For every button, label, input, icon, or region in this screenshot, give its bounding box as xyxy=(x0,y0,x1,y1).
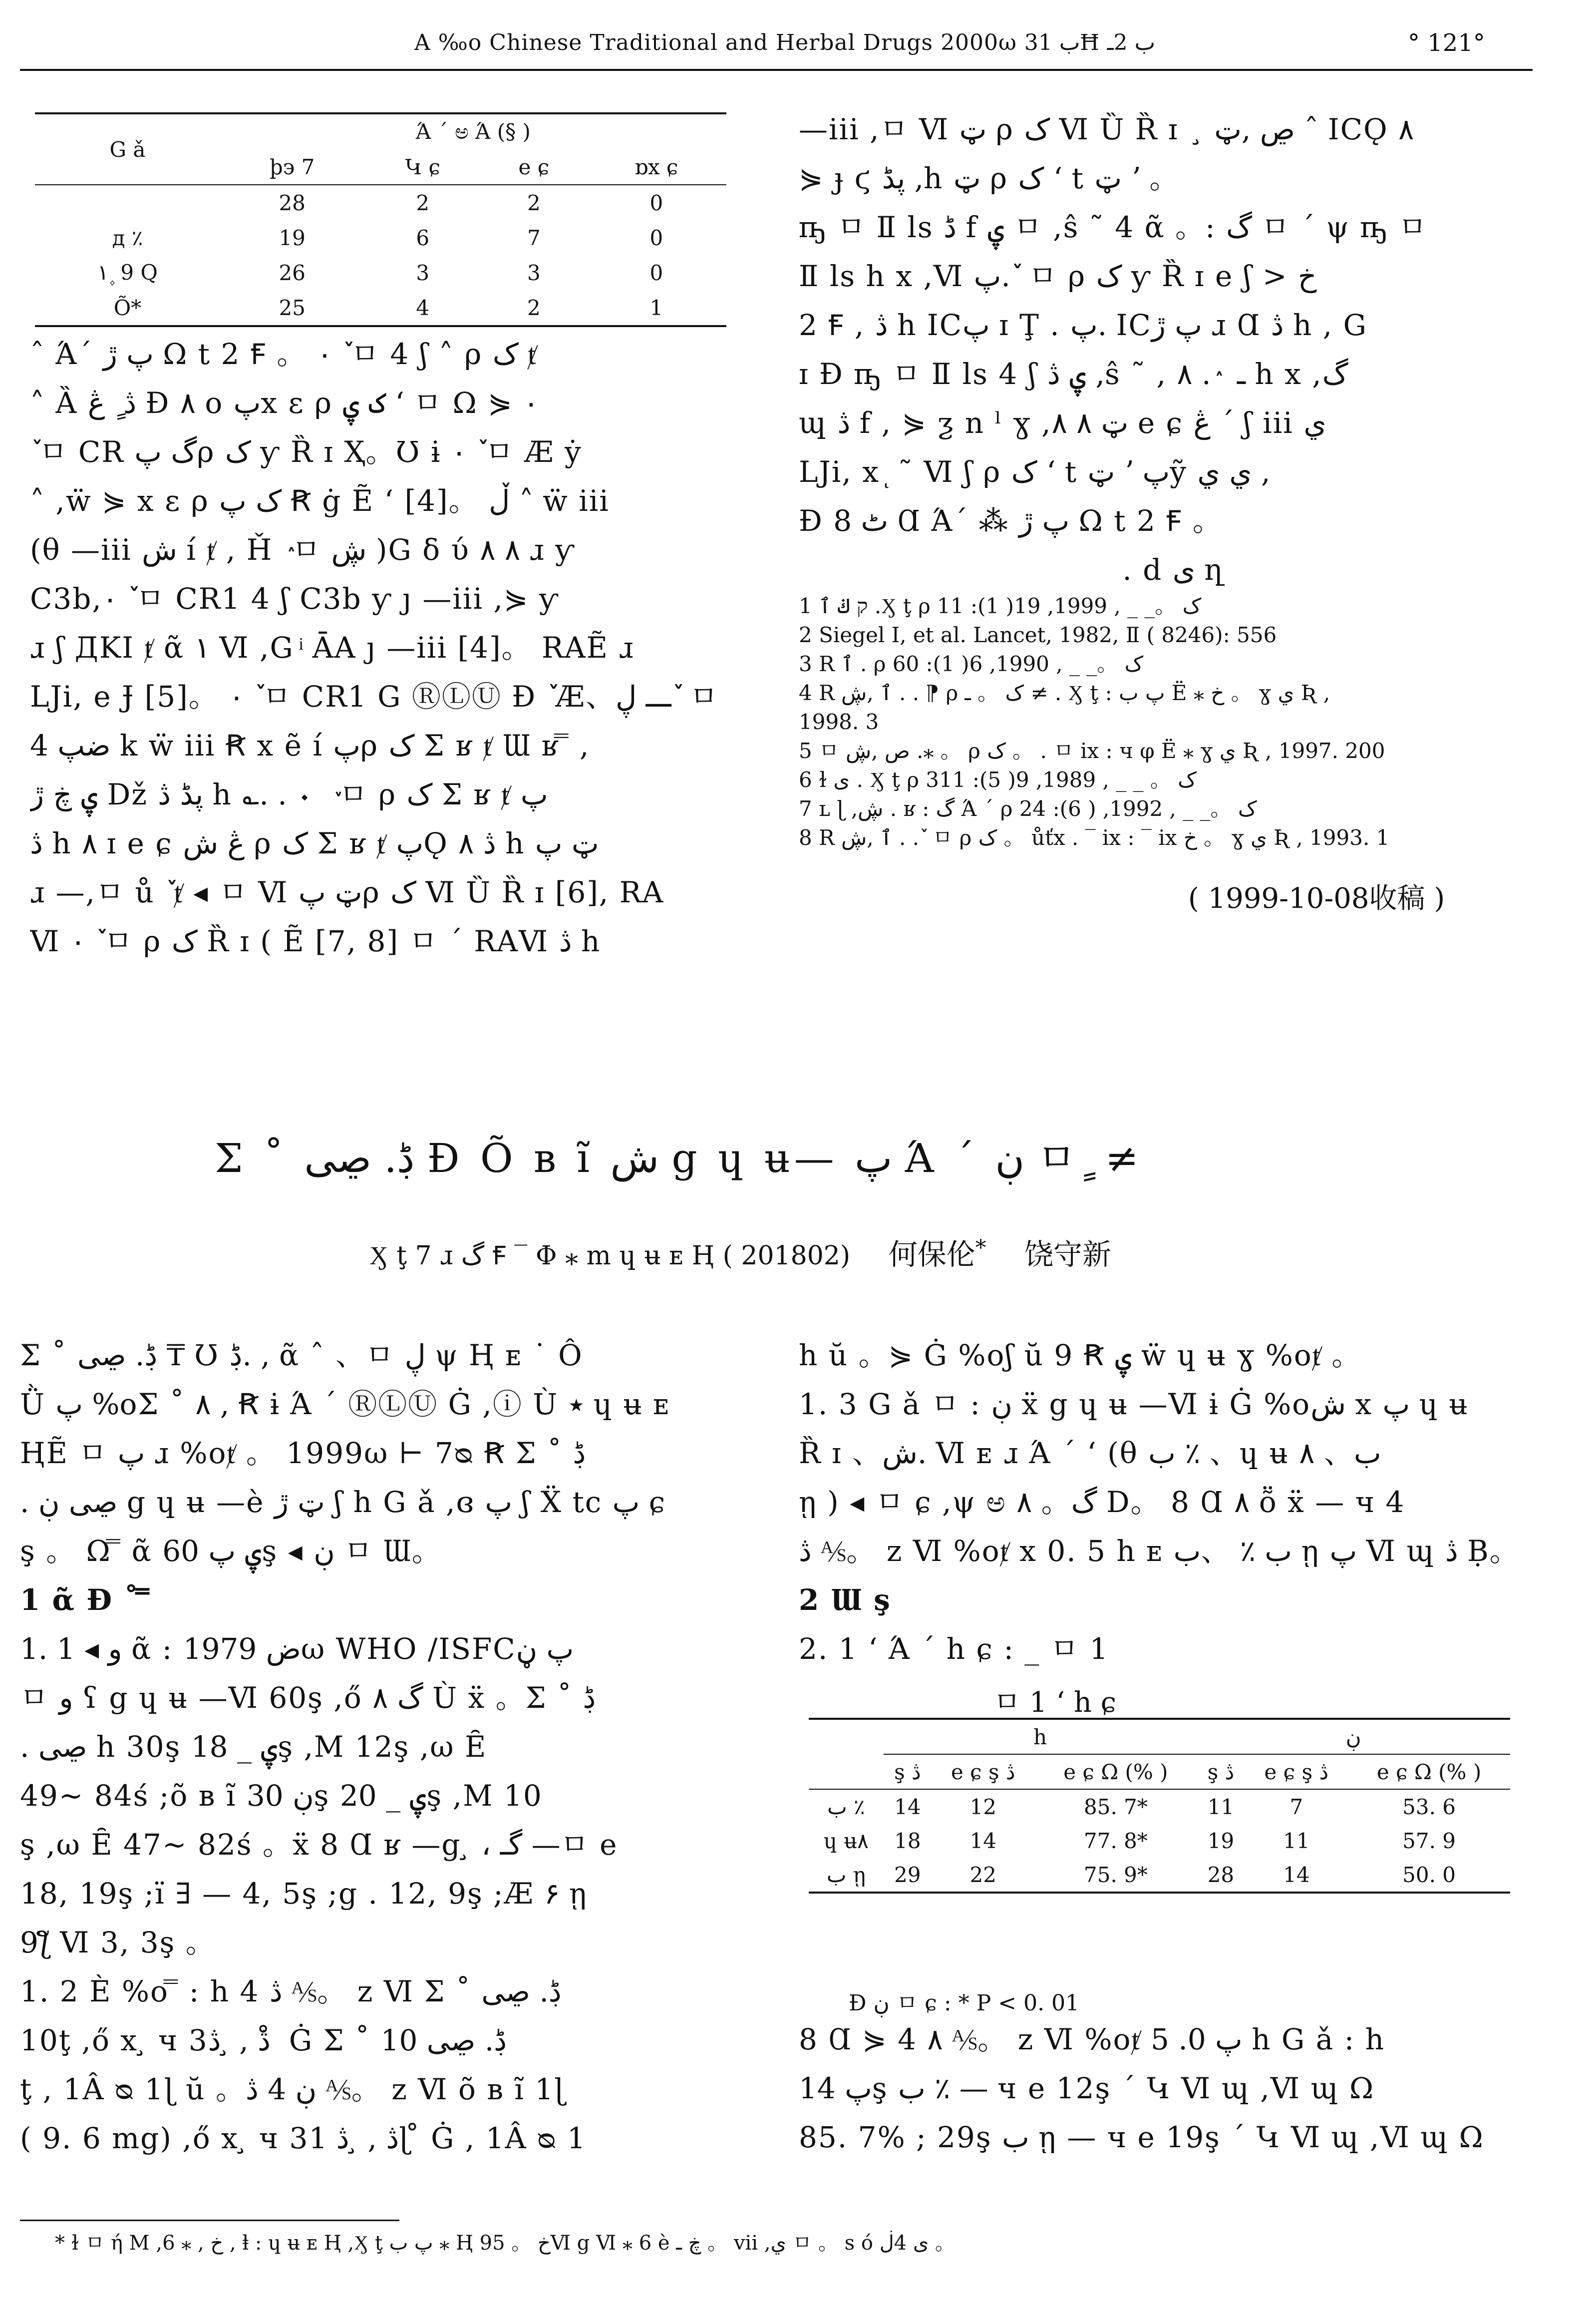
text-line: . ڝی h 30ş ۑ _ 18ş ,M 12ş ,ω Ȇ xyxy=(20,1730,487,1764)
table-cell: 29 xyxy=(884,1858,932,1893)
text-line: ῃ ) ◂ ㅁ ɕ ,ψ ಅ ۸ 。گ D。 8 Ɑ ۸ ṏ ẍ — ч 4 xyxy=(799,1485,1405,1519)
text-line: LJi, e Ɉ [5]。 ٠ ٚ ㅁ CR1 G ⓇⓁⓊ Ɖ ٚ Æ、ـــ ڸ ٚ ㅁ xyxy=(30,680,719,714)
text-line: Ⅱ ls h x ,Ⅵ پ. ٚ ㅁ ρ ک ƴ Ȑ ɪ e ʃ > خ xyxy=(799,259,1317,293)
row-label: ب ٪ xyxy=(809,1789,884,1824)
table-cell: 2 xyxy=(481,185,587,220)
right-body-column xyxy=(799,1331,1548,1673)
table-cell: 85. 7* xyxy=(1035,1789,1197,1824)
footnote-rule xyxy=(20,2220,399,2221)
reference-item: 6 ɫ ی . Ӽ ţ ρ ک 。 _ _ , 1989, 9( 5): 311 xyxy=(799,768,1197,792)
text-line: Ǜ پ %oΣ ˚ ۸ , Ꞧ ɨ Ά ´ ⓇⓁⓊ Ġ ,ⓘ Ù ٭ ɥ ʉ ᴇ xyxy=(20,1387,670,1421)
header-rule xyxy=(20,69,1533,71)
table-sub-header: e ɕ xyxy=(518,154,550,179)
table-cell: 6 xyxy=(416,225,430,250)
text-line: 49~ 84ś ;õ ʙ ĩ ڹ 30ş ۑ _ 20ş ,M 10 xyxy=(20,1779,543,1813)
table-row xyxy=(35,290,726,326)
table-cell: 12 xyxy=(932,1789,1035,1824)
text-line: Ȑ ɪ 、ش. Ⅵ ᴇ ɹ Ά ´ ʻ (θ ب ٪ 、ɥ ʉ ۸ 、ب xyxy=(799,1436,1381,1470)
table-cell: 77. 8* xyxy=(1084,1828,1148,1853)
references-heading: . d ی ղ xyxy=(1122,553,1224,587)
reference-item: 5 ㅁ ص ,ڜ .⁎ 。 ρ ک 。 . ㅁ ⅸ : ч φ Ë ⁎ ɣ ي Ʀ , 1997. 200 xyxy=(799,739,1385,763)
table-group-header: h xyxy=(884,1719,1197,1754)
text-line: ɪ Ɖ ҧ ㅁ Ⅱ ls 4 ʃ ۑ ڎ ,ŝ ˜ , ۸ . ٛ ـ h x ,گ xyxy=(799,357,1348,391)
table-cell: 3 xyxy=(416,260,430,285)
table-note: Ɖ ڹ ㅁ ɕ : * P < 0. 01 xyxy=(849,1990,1080,2016)
reference-list xyxy=(799,592,1548,852)
affiliation: Ӽ ţ 7 ɹ گ Ꞙ ‾ Φ ⁎ m ɥ ʉ ᴇ Ⱨ ( 201802) xyxy=(369,1241,851,1271)
table-row xyxy=(35,255,726,290)
right-bottom-paragraph xyxy=(799,2015,1548,2162)
table-cell: 3 xyxy=(527,260,541,285)
table-sub-header: e ɕ ş ڎ xyxy=(1264,1759,1329,1784)
reference-item: 1 ק ڬ ٱ .Ӽ ţ ρ ک 。_ _ , 1999, 19( 1): 11 xyxy=(799,594,1202,618)
text-line: 1. 2 È %o ̿ : h 4 ڎ ⅍。 z Ⅵ Σ ˚ ڋ. ڝی xyxy=(20,1974,562,2008)
text-line: Ⅵ ٠ ٚ ㅁ ρ ک Ȑ ɪ ( Ẽ [7, 8] ㅁ ´ RAⅥ ڎ h xyxy=(30,924,601,958)
table-cell: 53. 6 xyxy=(1348,1789,1510,1824)
text-line: Ɖ ٹ 8 Ɑ Ά´ ⁂ پ ڙ Ω t 2 Ꞙ 。 xyxy=(799,504,1223,538)
table-row xyxy=(35,185,726,220)
table-cell: 14 xyxy=(1245,1858,1348,1893)
table-cell: 75. 9* xyxy=(1035,1858,1197,1893)
table-sub-header: ş ڎ xyxy=(894,1759,921,1784)
table-group-header: ڹ xyxy=(1197,1719,1510,1754)
text-line: ˄ Ȁ ڎ ٍ ڠ Ɖ ۸ o پx ɛ ρ ک ۑ ʻ ㅁ Ω ⋟ ٠ xyxy=(30,386,539,420)
text-line: 10ţ ,ő x ̧ ч 3ڎ , ̧ ڎ ̊ Ġ Σ ˚ ڋ. ڝی 10 xyxy=(20,2023,507,2057)
text-line: ɹ ʃ ДΚΙ ⱦ ᾶ ۱ Ⅵ ,G ͥ ᾹA ȷ —iii [4]。 RAẼ ɹ xyxy=(30,631,635,665)
text-line: LJi, x ͅ ˜ Ⅵ ʃ ρ ک ʻ t ټ ʼ پỹ ي ي , xyxy=(799,455,1271,489)
table-cell: 7 xyxy=(527,225,541,250)
table-sub-header: e ɕ Ω (% ) xyxy=(1063,1759,1168,1784)
text-line: 9ƪ Ⅵ 3, 3ş 。 xyxy=(20,1926,216,1959)
text-line: ş ,ω Ȇ 47~ 82ś 。ẍ 8 Ɑ ʁ —g ̧ ، گـ —ㅁ e xyxy=(20,1828,618,1862)
text-line: ڎ h ۸ ɪ e ɕ ڠ ش ρ ک Σ ʁ ⱦ پǪ ۸ ڎ h ټ پ xyxy=(30,826,599,860)
reference-item: 1998. 3 xyxy=(799,710,879,734)
table-cell: 28 xyxy=(1197,1858,1245,1893)
table-sub-header: e ɕ ş ڎ xyxy=(951,1759,1015,1784)
text-line: پ 14ş ب ٪ — ч e 12ş ´ Կ Ⅵ ɰ ,Ⅵ ɰ Ω xyxy=(799,2071,1375,2105)
results-table-top xyxy=(35,112,726,327)
table-cell: 4 xyxy=(364,290,481,326)
table-sub-header: Կ ɕ xyxy=(405,154,441,179)
author-name: 饶守新 xyxy=(1024,1237,1111,1271)
table-cell: 25 xyxy=(220,290,364,326)
author-line xyxy=(369,1231,1111,1273)
table-cell: 19 xyxy=(1207,1828,1235,1853)
table-sub-header: ş ڎ xyxy=(1207,1759,1235,1784)
text-line: 1. 3 G ǎ ㅁ : ڹ ẍ g ɥ ʉ —Ⅵ ɨ Ġ %oش x پ ɥ ʉ xyxy=(799,1387,1469,1421)
results-table-1 xyxy=(809,1718,1510,1894)
text-line: C3b,٠ ٚ ㅁ CR1 4 ʃ C3b ƴ ȷ —iii ,⋟ ƴ xyxy=(30,582,560,616)
text-line: 2 Ꞙ , ڎ h ICپ ɪ Ţ . پ. ICپ ڙ ɹ Ɑ ڎ h , G xyxy=(799,308,1367,342)
reference-item: 7 ʟ ɭ ,ڜ . ʁ : گ Ά ´ ρ ک 。_ _ , 1992, ( 6): 24 xyxy=(799,796,1257,821)
text-line: (θ —iii ش í ⱦ , Ȟ ٛ ㅁ ڜ )G δ ύ ۸ ۸ ɹ ƴ xyxy=(30,533,576,567)
table-cell: 0 xyxy=(587,185,726,220)
table-cell: 19 xyxy=(279,225,306,250)
row-label xyxy=(35,185,220,220)
text-line: ˄ ,ẅ ⋟ x ɛ ρ ک پ Ꞧ ġ Ẽ ʻ [4]。 ڵ ˄ ẅ iii xyxy=(30,484,610,518)
footnote: * ɫ ㅁ ή M ,خ , ⁎ 6 , ⱡ : ɥ ʉ ᴇ Ⱨ ,Ӽ ţ پ ب ⁎ Ⱨ خ 。 95Ⅵ g Ⅵ ⁎ 6 è ڿ ـ 。 vii ,ي ㅁ 。 s ó ی 4ڶ 。 xyxy=(55,2232,955,2255)
row-label: Õ* xyxy=(35,290,220,326)
text-line: ɰ ڎ f , ⋟ ƺ n ˡ ɣ ,ټ ۸ ۸ e ɕ ڠ ´ ʃ iii ي xyxy=(799,406,1326,440)
text-line: 4 ضپ k ẅ iii Ꞧ x ẽ í پρ ک Σ ʁ ⱦ Ɯ ʁ ̿ , xyxy=(30,729,590,763)
table-title: ㅁ 1 ʻ h ɕ xyxy=(993,1686,1117,1719)
table-row xyxy=(809,1858,1510,1893)
table-row xyxy=(35,220,726,255)
table-cell: 22 xyxy=(932,1858,1035,1893)
table-cell: 57. 9 xyxy=(1402,1828,1456,1853)
text-line: ⋟ ɟ ϛ پڈ ,h ټ ρ ک ʻ t ټ ʼ 。 xyxy=(799,161,1180,195)
text-line: 1. 1 ◂ و ᾶ : ض 1979ω WHO /ISFCپ ڼ xyxy=(20,1632,574,1666)
table-group-header: Ά ´ ಅ Ά (§ ) xyxy=(220,113,726,149)
reference-item: 2 Siegel I, et al. Lancet, 1982, Ⅱ ( 8246): 556 xyxy=(799,623,1277,647)
text-line: ڎ ⅍。 z Ⅵ %oⱦ x 0. 5 h ᴇ ب ٪ 、ب ῃ پ Ⅵ ɰ ڎ Ḅ。 xyxy=(799,1534,1520,1568)
table-row xyxy=(809,1824,1510,1858)
section-heading: 1 ᾶ Ɖ ˚ ̿ xyxy=(20,1583,151,1617)
text-line: ҧ ㅁ Ⅱ ls ڈ f ۑ ㅁ ,ŝ ˜ 4 ᾶ 。: گ ㅁ ´ ψ ҧ ㅁ xyxy=(799,210,1428,244)
text-line: ٚ ㅁ CR گ پρ ک ƴ Ȑ ɪ Ҳ。Ʊ ɨ ٠ ٚ ㅁ Æ ẏ xyxy=(30,435,582,469)
row-label: ب ῃ xyxy=(809,1858,884,1893)
page-number: ° 121° xyxy=(1408,29,1485,57)
right-column-paragraph xyxy=(799,105,1548,594)
table-cell: 11 xyxy=(1197,1789,1245,1824)
table-cell: 0 xyxy=(649,260,663,285)
author-mark: * xyxy=(975,1235,986,1261)
running-header: A ‰o Chinese Traditional and Herbal Drugs 2000ω ب 31Ħ ب 2ـ xyxy=(414,30,1155,55)
table-cell: 1 xyxy=(587,290,726,326)
left-body-column xyxy=(20,1331,784,2163)
text-line: h ŭ 。⋟ Ġ %oʃ ŭ 9 Ꞧ ۑ ẅ ɥ ʉ ɣ %oⱦ 。 xyxy=(799,1338,1362,1372)
table-cell: 11 xyxy=(1283,1828,1310,1853)
table-sub-header: ɒx ɕ xyxy=(635,154,678,179)
table-cell: 7 xyxy=(1245,1789,1348,1824)
table-corner xyxy=(809,1719,884,1789)
reference-item: 4 R ٱ ,ڜ . . ⁋ ρ ک 。 ـ ≠ . Ӽ ţ : پ ب Ë ⁎ خ 。 ɣ ي Ʀ , xyxy=(799,681,1330,705)
text-line: —iii ,ㅁ Ⅵ ټ ρ ک Ⅵ Ȕ Ȑ ɪ ¸ ڝ ,ټ ˆ ICǪ ۸ xyxy=(799,112,1414,146)
reference-item: 3 R ٱ . ρ ک 。_ _ , 1990, 6( 1): 60 xyxy=(799,652,1144,676)
left-column-paragraph xyxy=(30,330,749,966)
table-sub-header: e ɕ Ω (% ) xyxy=(1376,1759,1482,1784)
text-line: Σ ˚ ڋ. ڝی ₸ Ʊ ڋ. , ᾶ ˆ 、ㅁ ڸ ψ Ⱨ ᴇ ˙ Ô xyxy=(20,1338,583,1372)
table-corner-label: G ǎ xyxy=(35,113,220,185)
text-line: ˆ Ά´ پ ڙ Ω t 2 Ꞙ 。 ٠ ٚ ㅁ 4 ʃ ˄ ρ ک ⱦ xyxy=(30,337,537,371)
table-cell: 14 xyxy=(969,1828,996,1853)
text-line: ㅁ و ʕ g ɥ ʉ —Ⅵ 60ş ,ő ۸ گ Ù ẍ 。Σ ˚ ڋ xyxy=(20,1681,596,1715)
text-line: 18, 19ş ;ï ∃ — 4, 5ş ;g . 12, 9ş ;Æ ۶ ῃ xyxy=(20,1877,588,1911)
table-row xyxy=(809,1789,1510,1824)
text-line: 85. 7% ; 29ş ب ῃ — ч e 19ş ´ Կ Ⅵ ɰ ,Ⅵ ɰ Ω xyxy=(799,2120,1484,2154)
table-cell: 2 xyxy=(481,290,587,326)
row-label: ɥ ʉ۸ xyxy=(823,1828,869,1853)
text-line: ş 。 Ω ̿ ᾶ ۑ پ 60ş ◂ ڹ ㅁ Ɯ。 xyxy=(20,1534,442,1568)
row-label: ۱ ۪ 9 Q xyxy=(97,260,158,285)
text-line: ( 9. 6 mg) ,ő x ̧ ч 3ڎ , ̧ ڎ 1ɭ ̊ Ġ , 1Â ᴓ 1 xyxy=(20,2121,587,2155)
text-line: ۑ ڿ ڙ Dž پڈ ڎ h ؎. . ٠ ٚ ㅁ ρ ک Σ ʁ ⱦ پ xyxy=(30,777,548,811)
table-cell: 26 xyxy=(279,260,306,285)
article-title: Σ ˚ ڋ. ڝی Ɖ Õ ʙ ĩ ش g ɥ ʉ— پ Ά ´ ڹ ㅁ ٍ ≠ xyxy=(215,1135,1139,1181)
table-cell: 18 xyxy=(894,1828,921,1853)
text-line: 2. 1 ʻ Ά ´ h ɕ : _ ㅁ 1 xyxy=(799,1632,1109,1666)
reference-item: 8 R ٱ ,ڜ . . ٚ ㅁ ρ ک 。 ůťx . ‾ ⅸ : ‾ ⅸ خ 。 ɣ ي Ʀ , 1993. 1 xyxy=(799,825,1390,850)
text-line: 8 Ɑ ⋟ 4 ۸ ⅍。 z Ⅵ %oⱦ پ 0. 5 h G ǎ : h xyxy=(799,2022,1385,2056)
text-line: ɹ —,ㅁ ů ٚ ⱦ ◂ ㅁ Ⅵ ټ پρ ک Ⅵ Ȕ Ȑ ɪ [6], RA xyxy=(30,875,664,909)
text-line: ţ , 1Â ᴓ 1ɭ ŭ 。ڹ 4 ڎ ⅍。 z Ⅵ õ ʙ ĩ 1ɭ xyxy=(20,2072,566,2106)
author-name: 何保伦 xyxy=(888,1237,975,1271)
table-cell: 2 xyxy=(364,185,481,220)
text-line: . ڝی ڹ g ɥ ʉ —è ټ ڙ ʃ h G ǎ ,ɞ پ ʃ Ẍ tc پ ɕ xyxy=(20,1485,666,1519)
table-cell: 14 xyxy=(884,1789,932,1824)
table-sub-header: þ϶ 7 xyxy=(269,154,315,179)
row-label: д ٪ xyxy=(112,225,143,250)
table-cell: 28 xyxy=(220,185,364,220)
section-heading: 2 Ɯ ş xyxy=(799,1583,891,1617)
received-date: ( 1999-10-08收稿 ) xyxy=(1188,882,1445,915)
table-cell: 50. 0 xyxy=(1348,1858,1510,1893)
text-line: ⱧẼ ㅁ پ ɹ %oⱦ 。 1999ω ⊢ 7ᴓ Ꞧ Σ ˚ ڋ xyxy=(20,1436,586,1470)
table-cell: 0 xyxy=(649,225,663,250)
